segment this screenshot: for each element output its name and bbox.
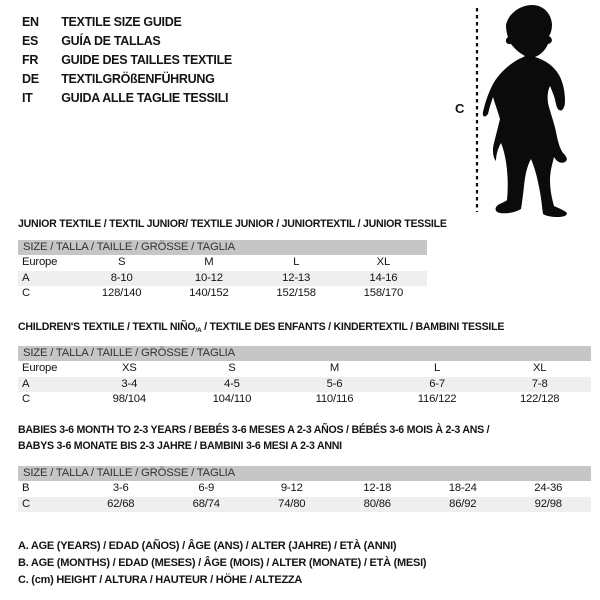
row-label: A <box>22 271 30 284</box>
lang-row-it <box>22 89 232 108</box>
note-b: B. AGE (MONTHS) / EDAD (MESES) / ÂGE (MOIS) / ALTER (MONATE) / ETÀ (MESI) <box>18 557 427 569</box>
row-label: Europe <box>22 256 58 268</box>
note-a: A. AGE (YEARS) / EDAD (AÑOS) / ÂGE (ANS) / ALTER (JAHRE) / ETÀ (ANNI) <box>18 540 397 552</box>
toddler-silhouette <box>483 5 567 217</box>
size-table <box>18 240 427 302</box>
section-title-line: CHILDREN'S TEXTILE / TEXTIL $NIÑO_{/A}$ / TEXTILE DES ENFANTS / KINDERTEXTIL / BAMBINI TESSILE <box>18 321 505 334</box>
table-row <box>18 377 591 393</box>
table-cell: 8-10 <box>110 271 133 284</box>
table-cell: XL <box>376 256 391 268</box>
table-cell: L <box>293 256 300 268</box>
table-cell: 158/170 <box>363 287 404 299</box>
table-cell: 3-4 <box>121 377 138 390</box>
lang-code: FR <box>22 53 39 67</box>
table-cell: S <box>117 256 126 268</box>
lang-code: ES <box>22 34 39 48</box>
table-cell: 110/116 <box>315 393 354 405</box>
table-cell: L <box>434 362 441 374</box>
table-cell: 14-16 <box>369 271 398 284</box>
lang-title: GUIDE DES TAILLES TEXTILE <box>61 53 232 67</box>
table-cell: 18-24 <box>448 482 477 494</box>
table-cell: 9-12 <box>280 482 303 494</box>
lang-code: EN <box>22 15 39 29</box>
language-title-list <box>22 13 232 108</box>
table-cell: 104/110 <box>212 393 252 405</box>
height-marker-label: C <box>455 101 465 116</box>
size-table <box>18 346 591 408</box>
table-cell: 6-7 <box>429 377 445 390</box>
lang-code: DE <box>22 72 39 86</box>
table-row <box>18 255 427 271</box>
size-header-bar: SIZE / TALLA / TAILLE / GRÖSSE / TAGLIA <box>18 240 427 255</box>
table-cell: 12-13 <box>282 271 311 284</box>
row-label: Europe <box>22 362 58 374</box>
section-title-line: BABYS 3-6 MONATE BIS 2-3 JAHRE / BAMBINI 3-6 MESI A 2-3 ANNI <box>18 439 342 452</box>
size-table <box>18 466 591 512</box>
table-cell: XS <box>121 362 137 374</box>
table-cell: 116/122 <box>417 393 457 405</box>
note-c: C. (cm) HEIGHT / ALTURA / HAUTEUR / HÖHE / ALTEZZA <box>18 574 303 586</box>
section-title <box>18 217 447 233</box>
table-row <box>18 481 591 497</box>
table-cell: 140/152 <box>189 287 229 299</box>
table-cell: 152/158 <box>276 287 316 299</box>
section-title-line: JUNIOR TEXTILE / TEXTIL JUNIOR/ TEXTILE JUNIOR / JUNIORTEXTIL / JUNIOR TESSILE <box>18 218 447 230</box>
row-label: C <box>22 393 30 405</box>
section-title <box>18 320 504 336</box>
table-cell: 80/86 <box>363 497 391 510</box>
table-cell: 5-6 <box>326 377 343 390</box>
table-cell: 10-12 <box>194 271 223 284</box>
table-cell: 3-6 <box>112 482 129 494</box>
table-cell: 7-8 <box>531 377 548 390</box>
table-cell: 74/80 <box>278 497 306 510</box>
table-cell: 86/92 <box>449 497 477 510</box>
lang-row-fr <box>22 51 232 70</box>
table-cell: 12-18 <box>363 482 392 494</box>
lang-title: TEXTILE SIZE GUIDE <box>61 15 182 29</box>
size-header-bar: SIZE / TALLA / TAILLE / GRÖSSE / TAGLIA <box>18 466 591 481</box>
section-title <box>18 423 489 454</box>
table-row <box>18 497 591 513</box>
table-row <box>18 271 427 287</box>
table-cell: XL <box>532 362 547 374</box>
table-row <box>18 361 591 377</box>
table-row <box>18 286 427 302</box>
footnotes <box>18 538 426 589</box>
lang-title: GUÍA DE TALLAS <box>61 34 161 48</box>
table-cell: 92/98 <box>534 497 562 510</box>
table-row <box>18 392 591 408</box>
row-label: C <box>22 497 30 510</box>
table-cell: M <box>204 256 214 268</box>
table-cell: 98/104 <box>112 393 146 405</box>
table-cell: 6-9 <box>198 482 215 494</box>
table-cell: 68/74 <box>192 497 220 510</box>
table-cell: M <box>329 362 340 374</box>
table-cell: S <box>228 362 236 374</box>
table-cell: 4-5 <box>224 377 240 390</box>
table-cell: 128/140 <box>101 287 142 299</box>
lang-row-en <box>22 13 232 32</box>
row-label: A <box>22 377 30 390</box>
row-label: C <box>22 287 30 299</box>
lang-title: GUIDA ALLE TAGLIE TESSILI <box>61 91 229 105</box>
table-cell: 122/128 <box>519 393 560 405</box>
lang-row-es <box>22 32 232 51</box>
row-label: B <box>22 482 30 494</box>
lang-title: TEXTILGRÖßENFÜHRUNG <box>61 72 215 86</box>
table-cell: 24-36 <box>534 482 563 494</box>
lang-code: IT <box>22 91 33 105</box>
size-header-bar: SIZE / TALLA / TAILLE / GRÖSSE / TAGLIA <box>18 346 591 361</box>
lang-row-de <box>22 70 232 89</box>
section-title-line: BABIES 3-6 MONTH TO 2-3 YEARS / BEBÉS 3-6 MESES A 2-3 AÑOS / BÉBÉS 3-6 MOIS À 2-3 ANS / <box>18 424 490 436</box>
table-cell: 62/68 <box>107 497 135 510</box>
